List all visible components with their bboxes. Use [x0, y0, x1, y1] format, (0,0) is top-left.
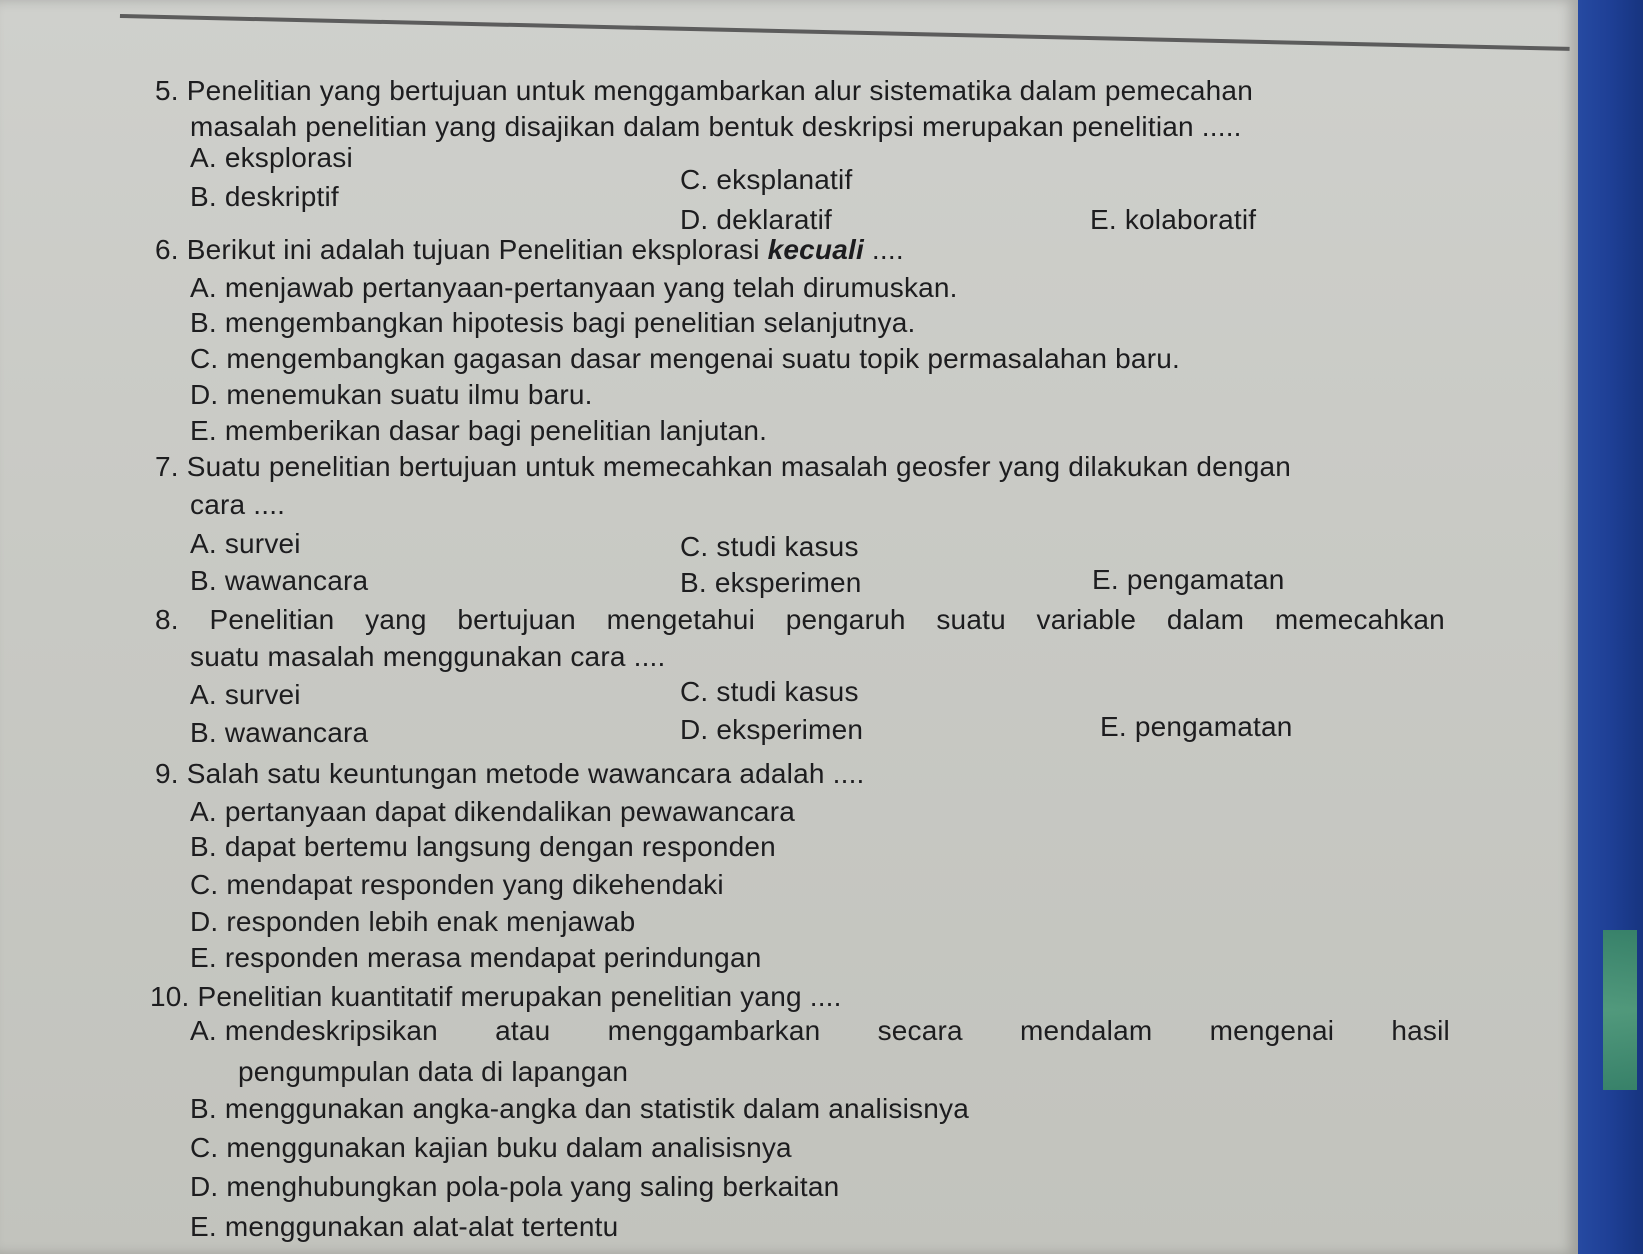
question-5-stem-line1 [155, 74, 1445, 108]
stem-word: memecahkan [1274, 604, 1445, 635]
question-text: Penelitian kuantitatif merupakan penelitian yang .... [197, 981, 842, 1012]
option-word: hasil [1391, 1015, 1450, 1046]
question-8-option-a[interactable]: A. survei [190, 679, 301, 710]
question-10-option-a[interactable] [190, 1014, 1450, 1048]
question-5-option-d[interactable]: D. deklaratif [680, 204, 832, 235]
question-5-option-c[interactable]: C. eksplanatif [680, 164, 853, 195]
question-number: 8. [155, 604, 179, 635]
question-number: 5. [155, 75, 179, 106]
question-emphasis: kecuali [767, 234, 864, 265]
question-10-option-d[interactable]: D. menghubungkan pola-pola yang saling berkaitan [190, 1171, 840, 1202]
question-7-stem-line1 [155, 450, 1291, 484]
question-number: 10. [150, 981, 190, 1012]
question-6-option-d[interactable]: D. menemukan suatu ilmu baru. [190, 379, 593, 410]
question-text: Penelitian yang bertujuan untuk menggambarkan alur sistematika dalam pemecahan [186, 75, 1253, 106]
question-6-option-b[interactable]: B. mengembangkan hipotesis bagi penelitian selanjutnya. [190, 307, 916, 338]
question-6-option-a[interactable]: A. menjawab pertanyaan-pertanyaan yang telah dirumuskan. [190, 272, 958, 303]
option-word: A. mendeskripsikan [190, 1015, 438, 1046]
question-7-option-d[interactable]: B. eksperimen [680, 567, 862, 598]
question-9-stem [155, 757, 865, 791]
question-10-option-b[interactable]: B. menggunakan angka-angka dan statistik dalam analisisnya [190, 1093, 969, 1124]
question-9-option-c[interactable]: C. mendapat responden yang dikehendaki [190, 869, 724, 900]
question-8-justified-line [155, 603, 1445, 637]
question-number: 7. [155, 451, 179, 482]
question-5-option-a[interactable]: A. eksplorasi [190, 142, 353, 173]
question-9-option-d[interactable]: D. responden lebih enak menjawab [190, 906, 636, 937]
stem-word: dalam [1166, 604, 1245, 635]
stem-word: mengetahui [606, 604, 755, 635]
question-10-stem [150, 980, 842, 1014]
option-word: secara [877, 1015, 963, 1046]
question-8-stem-line2: suatu masalah menggunakan cara .... [190, 641, 666, 672]
option-word: mendalam [1020, 1015, 1153, 1046]
question-8-option-e[interactable]: E. pengamatan [1100, 711, 1293, 742]
question-number: 6. [155, 234, 179, 265]
question-6-stem [155, 233, 904, 267]
question-text: Salah satu keuntungan metode wawancara adalah .... [186, 758, 865, 789]
option-word: atau [495, 1015, 551, 1046]
question-7-stem-line2: cara .... [190, 489, 286, 520]
question-text: Suatu penelitian bertujuan untuk memecahkan masalah geosfer yang dilakukan dengan [186, 451, 1292, 482]
question-5-stem-line2: masalah penelitian yang disajikan dalam bentuk deskripsi merupakan penelitian ..... [190, 111, 1242, 142]
question-9-option-b[interactable]: B. dapat bertemu langsung dengan responden [190, 831, 776, 862]
question-7-option-e[interactable]: E. pengamatan [1092, 564, 1285, 595]
question-8-option-d[interactable]: D. eksperimen [680, 714, 864, 745]
question-9-option-e[interactable]: E. responden merasa mendapat perindungan [190, 942, 762, 973]
option-a-justified-line [190, 1014, 1450, 1048]
green-sticker [1603, 930, 1637, 1090]
question-10-option-c[interactable]: C. menggunakan kajian buku dalam analisisnya [190, 1132, 792, 1163]
option-word: mengenai [1209, 1015, 1335, 1046]
question-10-option-a-continuation: pengumpulan data di lapangan [238, 1056, 629, 1087]
question-6-option-e[interactable]: E. memberikan dasar bagi penelitian lanjutan. [190, 415, 768, 446]
stem-word: pengaruh [785, 604, 906, 635]
question-number: 9. [155, 758, 179, 789]
question-10-option-e[interactable]: E. menggunakan alat-alat tertentu [190, 1211, 619, 1242]
question-7-option-c[interactable]: C. studi kasus [680, 531, 859, 562]
stem-word: Penelitian [209, 604, 335, 635]
question-8-stem-line1 [155, 603, 1445, 637]
stem-word: bertujuan [457, 604, 576, 635]
stem-word: variable [1036, 604, 1137, 635]
question-7-option-b[interactable]: B. wawancara [190, 565, 369, 596]
stem-word: yang [365, 604, 427, 635]
question-8-option-c[interactable]: C. studi kasus [680, 676, 859, 707]
stem-word: suatu [936, 604, 1006, 635]
option-word: menggambarkan [607, 1015, 821, 1046]
question-6-option-c[interactable]: C. mengembangkan gagasan dasar mengenai suatu topik permasalahan baru. [190, 343, 1180, 374]
question-5-option-e[interactable]: E. kolaboratif [1090, 204, 1257, 235]
question-5-option-b[interactable]: B. deskriptif [190, 181, 339, 212]
question-8-option-b[interactable]: B. wawancara [190, 717, 369, 748]
question-9-option-a[interactable]: A. pertanyaan dapat dikendalikan pewawancara [190, 796, 795, 827]
question-7-option-a[interactable]: A. survei [190, 528, 301, 559]
question-text: Berikut ini adalah tujuan Penelitian eksplorasi [186, 234, 768, 265]
question-text-suffix: .... [863, 234, 904, 265]
